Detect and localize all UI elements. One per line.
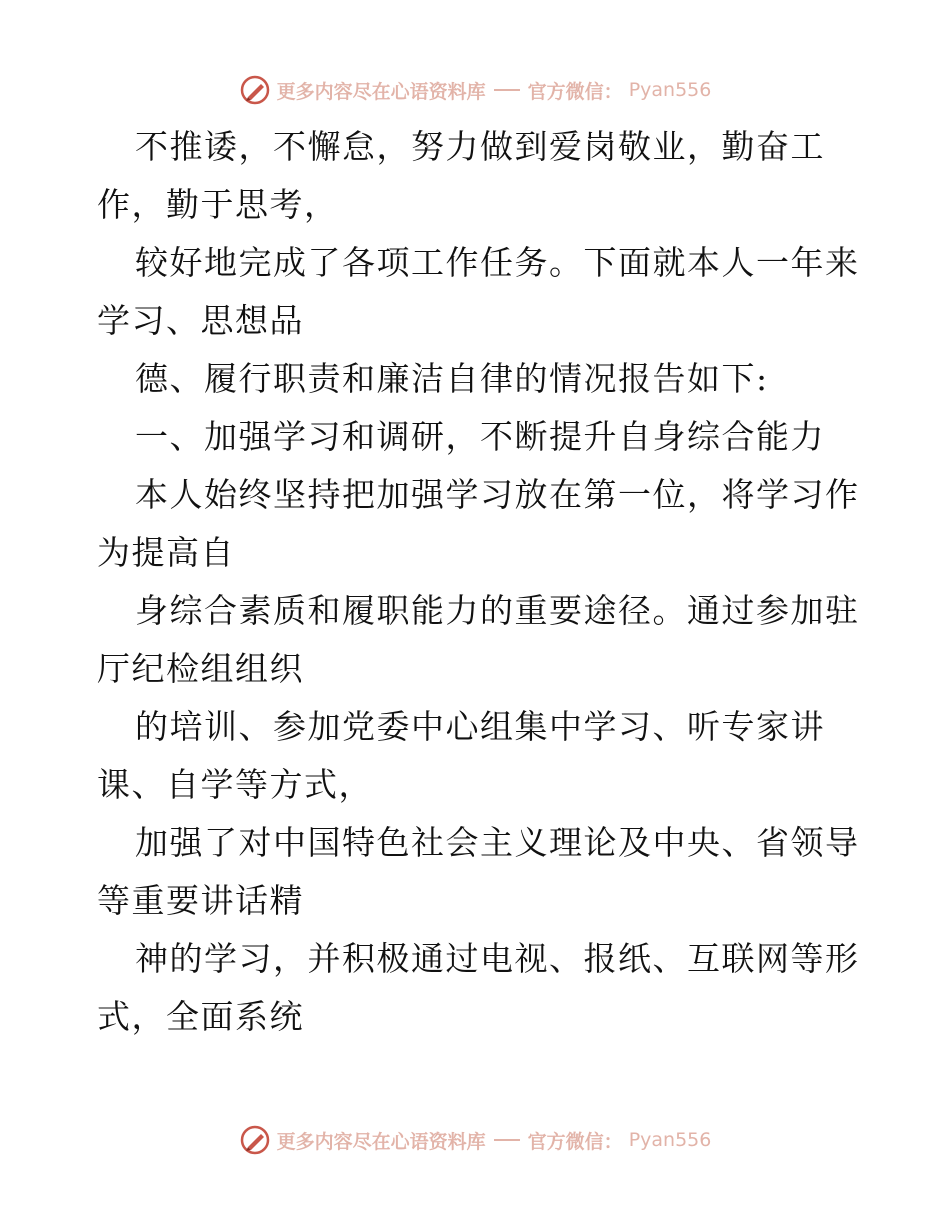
body-line: 为提高自 [97, 533, 235, 572]
pen-logo-icon [239, 1124, 271, 1156]
body-line: 厅纪检组组织 [97, 649, 304, 688]
watermark-label-text: 官方微信： [527, 80, 623, 103]
body-line: 神的学习，并积极通过电视、报纸、互联网等形 [135, 939, 860, 978]
footer-watermark [0, 1120, 950, 1160]
body-line: 德、履行职责和廉洁自律的情况报告如下: [135, 359, 769, 398]
body-line: 身综合素质和履职能力的重要途径。通过参加驻 [135, 591, 860, 630]
watermark-dash [494, 89, 520, 91]
watermark-handle: Pyan556 [628, 1129, 712, 1151]
watermark-dash [494, 1139, 520, 1141]
body-line: 不推诿，不懈怠，努力做到爱岗敬业，勤奋工 [135, 127, 825, 166]
body-line: 的培训、参加党委中心组集中学习、听专家讲 [135, 707, 825, 746]
watermark-site-text: 更多内容尽在心语资料库 [276, 1130, 486, 1153]
body-line: 课、自学等方式， [97, 765, 373, 804]
section-heading: 一、加强学习和调研，不断提升自身综合能力 [135, 417, 825, 456]
pen-logo-icon [239, 74, 271, 106]
body-line: 作，勤于思考， [97, 185, 339, 224]
header-watermark [0, 70, 950, 110]
body-line: 本人始终坚持把加强学习放在第一位，将学习作 [135, 475, 860, 514]
body-line: 式，全面系统 [97, 997, 304, 1036]
document-body [97, 118, 867, 1046]
watermark-site-text: 更多内容尽在心语资料库 [276, 80, 486, 103]
watermark-handle: Pyan556 [628, 79, 712, 101]
body-line: 等重要讲话精 [97, 881, 304, 920]
watermark-label-text: 官方微信： [527, 1130, 623, 1153]
body-line: 学习、思想品 [97, 301, 304, 340]
body-line: 加强了对中国特色社会主义理论及中央、省领导 [135, 823, 860, 862]
body-line: 较好地完成了各项工作任务。下面就本人一年来 [135, 243, 860, 282]
